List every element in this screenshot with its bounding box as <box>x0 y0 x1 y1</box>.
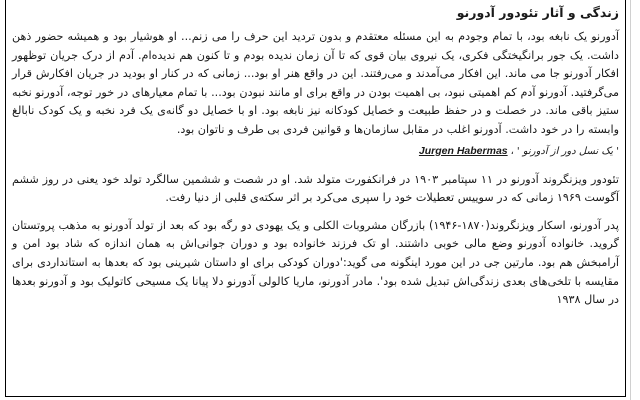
paragraph-habermas-quote: آدورنو یک نابغه بود، با تمام وجودم به این مسئله معتقدم و بدون تردید این حرف را می زنم... او هوشیار بود و همیشه حضور ذهن داشت. یک جور برانگیختگی فکری، یک نیروی بیان قوی که تا آن زمان ندیده بودم و تا کنون هم ندیده‌ام. آدم از درک جریان توظهور افکار آدورنو جا می ماند. این افکار می‌آمدند و می‌رفتند. این در واقع هنر او بود... زمانی که در کنار او بودید در جریان افکارش قرار می‌گرفتید. آدورنو آدم کم اهمیتی نبود، بی اهمیت بودن در واقع برای او مانند نبودن بود... با تمام معیارهای در خور توجه، آدورنو نخبه ستیز باقی ماند. در خصلت و در حفظ طبیعت و خصایل کودکانه نیز نابغه بود. او با خصایل دو گانه‌ی یک فرد نخبه و یک کودک نابالغ وابسته را در خود داشت. آدورنو اغلب در مقابل سازمان‌ها و قوانین فردی بی طرف و ناتوان بود. <box>12 30 619 136</box>
citation-separator: ، <box>510 145 514 157</box>
citation-source: ' یک نسل دور از آدورنو ' <box>516 145 619 157</box>
paragraph-family: پدر آدورنو، اسکار ویزنگروند(۱۸۷۰-۱۹۴۶) بازرگان مشروبات الکلی و یک یهودی دو رگه بود که بعد از تولد آدورنو به مذهب پروتستان گروید. خانواده آدورنو وضع مالی خوبی داشتند. او تک فرزند خانواده بود و دوران جوانی‌اش به همان اندازه که شاد بود امن و آرامبخش هم بود. مارتین جی در این مورد اینگونه می گوید:'دوران کودکی برای او داستان شیرینی بود که بعدها به استانداردی برای مقایسه با تلخی‌های بعدی زندگی‌اش تبدیل شده بود'. مادر آدورنو، ماریا کالولی آدورنو دلا پیانا یک مسیحی کاتولیک بود و آدورنو بعدها در سال ۱۹۳۸ <box>12 218 619 307</box>
paragraph-birth-death: تئودور ویزنگروند آدورنو در ۱۱ سپتامبر ۱۹۰۳ در فرانکفورت متولد شد. او در شصت و ششمین سالگرد تولد خود یعنی در روز ششم آگوست ۱۹۶۹ زمانی که در سوییس تعطیلات خود را سپری می‌کرد بر اثر سکته‌ی قلبی از دنیا رفت. <box>12 172 619 205</box>
section-heading: زندگی و آثار تئودور آدورنو <box>456 5 619 20</box>
citation-author: Jurgen Habermas <box>418 144 508 157</box>
page-edge <box>630 0 631 400</box>
document-page <box>5 0 626 397</box>
quote-citation <box>12 142 619 161</box>
